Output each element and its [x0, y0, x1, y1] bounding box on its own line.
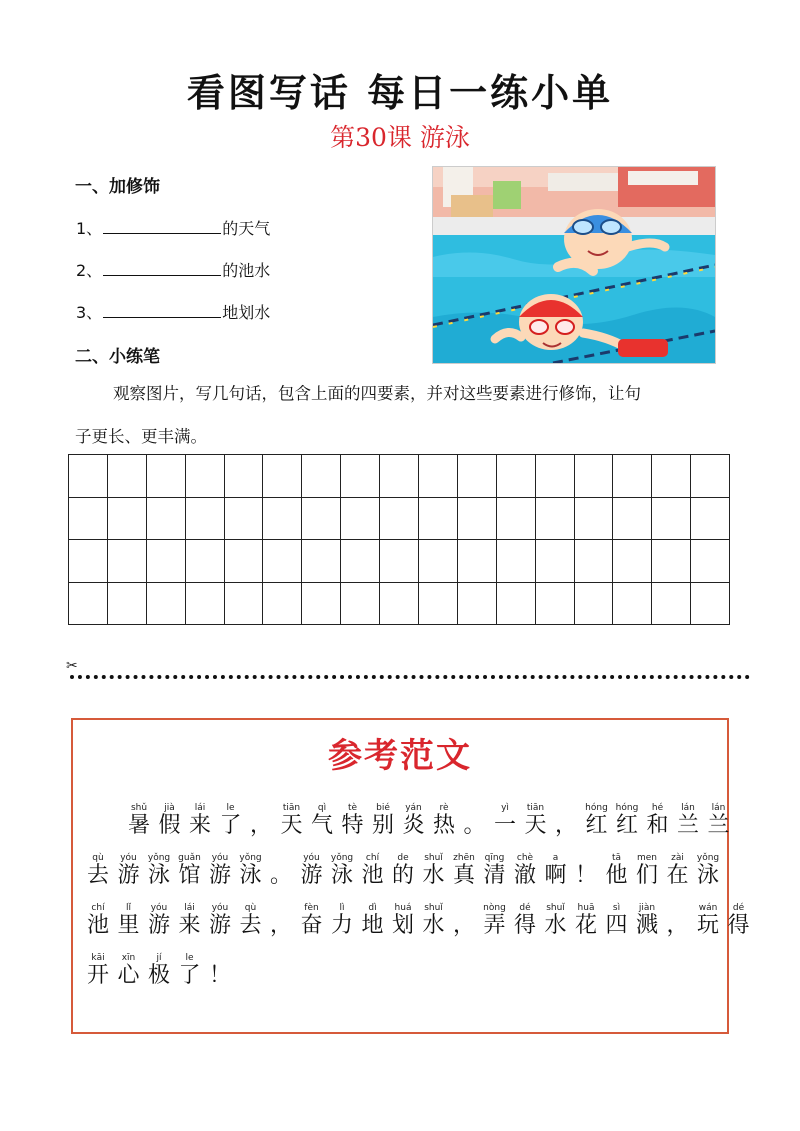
- grid-cell[interactable]: [69, 583, 108, 626]
- pinyin: [265, 903, 297, 913]
- hanzi: 红: [585, 813, 608, 838]
- pinyin-char: [357, 853, 389, 889]
- hanzi: 溅: [635, 913, 658, 938]
- pinyin: shuǐ: [546, 903, 565, 913]
- pinyin-char: [418, 853, 450, 889]
- grid-cell[interactable]: [225, 583, 264, 626]
- pinyin-char: [245, 803, 277, 839]
- grid-cell[interactable]: [263, 498, 302, 541]
- hanzi: 游: [208, 863, 231, 888]
- hanzi: 去: [239, 913, 262, 938]
- grid-cell[interactable]: [225, 540, 264, 583]
- pinyin: qù: [92, 853, 104, 863]
- pinyin: [570, 853, 602, 863]
- hanzi: 气: [310, 813, 333, 838]
- hanzi: 红: [615, 813, 638, 838]
- pinyin-char: [642, 803, 674, 839]
- pinyin: de: [397, 853, 409, 863]
- grid-cell[interactable]: [691, 498, 730, 541]
- pinyin-char: [143, 953, 175, 989]
- grid-cell[interactable]: [225, 455, 264, 498]
- pinyin-char: [723, 903, 755, 939]
- hanzi: 水: [422, 913, 445, 938]
- fill-item-suffix: 的天气: [222, 219, 271, 238]
- hanzi: 一: [493, 813, 516, 838]
- hanzi: 来: [178, 913, 201, 938]
- pinyin-char: [296, 903, 328, 939]
- hanzi: 力: [330, 913, 353, 938]
- pinyin: bié: [376, 803, 390, 813]
- pinyin: zài: [671, 853, 684, 863]
- pinyin: lán: [711, 803, 726, 813]
- pinyin: rè: [439, 803, 449, 813]
- pinyin-char: [418, 903, 450, 939]
- hanzi: 池: [86, 913, 109, 938]
- instruction-text-2: 子更长、更丰满。: [75, 427, 207, 446]
- grid-cell[interactable]: [652, 498, 691, 541]
- pinyin: hóng: [615, 803, 639, 813]
- grid-cell[interactable]: [458, 540, 497, 583]
- grid-cell[interactable]: [536, 498, 575, 541]
- hanzi: 天: [280, 813, 303, 838]
- pinyin: sì: [612, 903, 621, 913]
- cut-line: [70, 675, 750, 679]
- pinyin-char: [611, 803, 643, 839]
- hanzi: 炎: [402, 813, 425, 838]
- lesson-subtitle: 第30课 游泳: [330, 123, 470, 152]
- hanzi: ，: [269, 913, 292, 938]
- hanzi: 泳: [696, 863, 719, 888]
- pinyin-char: [337, 803, 369, 839]
- grid-cell[interactable]: [497, 498, 536, 541]
- fill-item-suffix: 地划水: [222, 303, 271, 322]
- pinyin: chè: [516, 853, 534, 863]
- grid-cell[interactable]: [341, 583, 380, 626]
- grid-cell[interactable]: [691, 540, 730, 583]
- pinyin-char: [143, 853, 175, 889]
- grid-cell[interactable]: [380, 540, 419, 583]
- grid-cell[interactable]: [419, 498, 458, 541]
- hanzi: 的: [391, 863, 414, 888]
- grid-cell[interactable]: [147, 455, 186, 498]
- grid-cell[interactable]: [186, 583, 225, 626]
- grid-cell[interactable]: [419, 583, 458, 626]
- pinyin: tiān: [526, 803, 545, 813]
- pinyin-char: [479, 853, 511, 889]
- pinyin: yì: [501, 803, 509, 813]
- grid-cell[interactable]: [263, 540, 302, 583]
- pinyin: kāi: [91, 953, 105, 963]
- hanzi: 啊: [544, 863, 567, 888]
- pinyin-char: [387, 903, 419, 939]
- grid-cell[interactable]: [458, 455, 497, 498]
- hanzi: 极: [147, 963, 170, 988]
- pinyin: guǎn: [178, 853, 201, 863]
- fill-item-2: [76, 258, 270, 281]
- hanzi: 他: [605, 863, 628, 888]
- grid-cell[interactable]: [108, 583, 147, 626]
- pinyin-char: [672, 803, 704, 839]
- grid-cell[interactable]: [147, 498, 186, 541]
- hanzi: 去: [86, 863, 109, 888]
- fill-item-number: 3、: [76, 303, 103, 322]
- pinyin-char: [489, 803, 521, 839]
- swimming-illustration-svg: [433, 167, 715, 363]
- pinyin-char: [509, 853, 541, 889]
- grid-cell[interactable]: [613, 583, 652, 626]
- pinyin-char: [204, 853, 236, 889]
- pinyin-char: [215, 803, 247, 839]
- pinyin-char: [509, 903, 541, 939]
- instruction-text-1: 观察图片，写几句话，包含上面的四要素，并对这些要素进行修饰，让句: [113, 384, 641, 403]
- pinyin-char: [204, 903, 236, 939]
- pinyin-char: [82, 853, 114, 889]
- hanzi: 泳: [147, 863, 170, 888]
- hanzi: 花: [574, 913, 597, 938]
- grid-cell[interactable]: [147, 583, 186, 626]
- pinyin: shuǐ: [424, 903, 443, 913]
- grid-cell[interactable]: [419, 540, 458, 583]
- grid-cell[interactable]: [263, 455, 302, 498]
- grid-cell[interactable]: [497, 540, 536, 583]
- hanzi: 假: [158, 813, 181, 838]
- pinyin-char: [306, 803, 338, 839]
- pinyin-char: [204, 953, 236, 989]
- pinyin: men: [636, 853, 657, 863]
- grid-cell[interactable]: [575, 583, 614, 626]
- grid-cell[interactable]: [536, 583, 575, 626]
- pinyin: yǒng: [147, 853, 171, 863]
- hanzi: 在: [666, 863, 689, 888]
- pinyin-char: [448, 853, 480, 889]
- pinyin-char: [265, 903, 297, 939]
- pinyin: le: [226, 803, 235, 813]
- pinyin: lì: [339, 903, 345, 913]
- fill-blank-1[interactable]: [103, 217, 221, 234]
- page-title: 看图写话 每日一练小单: [186, 71, 614, 115]
- grid-cell[interactable]: [186, 455, 225, 498]
- pinyin: lái: [184, 903, 195, 913]
- grid-cell[interactable]: [613, 498, 652, 541]
- pinyin: [448, 903, 480, 913]
- pinyin: xīn: [121, 953, 136, 963]
- hanzi: 别: [371, 813, 394, 838]
- pinyin: dé: [519, 903, 531, 913]
- grid-cell[interactable]: [69, 540, 108, 583]
- grid-cell[interactable]: [69, 455, 108, 498]
- pinyin: hé: [651, 803, 664, 813]
- pinyin-char: [113, 853, 145, 889]
- pinyin-char: [387, 853, 419, 889]
- pinyin-char: [82, 903, 114, 939]
- grid-cell[interactable]: [186, 540, 225, 583]
- fill-item-number: 2、: [76, 261, 103, 280]
- hanzi: 来: [188, 813, 211, 838]
- pinyin-char: [357, 903, 389, 939]
- hanzi: 游: [147, 913, 170, 938]
- pinyin-char: [398, 803, 430, 839]
- pinyin-char: [703, 803, 735, 839]
- grid-cell[interactable]: [458, 498, 497, 541]
- hanzi: 得: [513, 913, 536, 938]
- pinyin-char: [296, 853, 328, 889]
- grid-cell[interactable]: [380, 583, 419, 626]
- pinyin-char: [662, 853, 694, 889]
- grid-cell[interactable]: [302, 498, 341, 541]
- hanzi: 奋: [300, 913, 323, 938]
- hanzi: 地: [361, 913, 384, 938]
- pinyin: hóng: [585, 803, 608, 813]
- pinyin: tè: [347, 803, 358, 813]
- reference-title: 参考范文: [328, 736, 472, 776]
- grid-cell[interactable]: [691, 455, 730, 498]
- section-heading-modifiers: 一、加修饰: [75, 177, 160, 197]
- pinyin: nòng: [483, 903, 506, 913]
- pinyin-char: [326, 903, 358, 939]
- pinyin: [265, 853, 297, 863]
- grid-cell[interactable]: [302, 455, 341, 498]
- hanzi: ！: [208, 963, 231, 988]
- grid-cell[interactable]: [652, 455, 691, 498]
- grid-cell[interactable]: [575, 498, 614, 541]
- pinyin-char: [631, 853, 663, 889]
- grid-cell[interactable]: [419, 455, 458, 498]
- pinyin-char: [540, 903, 572, 939]
- grid-cell[interactable]: [497, 583, 536, 626]
- fill-blank-3[interactable]: [103, 301, 221, 318]
- pinyin: a: [552, 853, 559, 863]
- pinyin: yóu: [211, 903, 229, 913]
- grid-cell[interactable]: [575, 540, 614, 583]
- pinyin-char: [265, 853, 297, 889]
- hanzi: 心: [117, 963, 140, 988]
- pinyin: yǒng: [696, 853, 720, 863]
- pinyin-char: [631, 903, 663, 939]
- pinyin-char: [520, 803, 552, 839]
- pinyin-char: [479, 903, 511, 939]
- pinyin: yǒng: [239, 853, 262, 863]
- pinyin-char: [174, 903, 206, 939]
- grid-cell[interactable]: [225, 498, 264, 541]
- fill-blank-2[interactable]: [103, 259, 221, 276]
- pinyin-char: [570, 903, 602, 939]
- pinyin-char: [550, 803, 582, 839]
- grid-cell[interactable]: [341, 455, 380, 498]
- hanzi: 馆: [178, 863, 201, 888]
- grid-cell[interactable]: [341, 498, 380, 541]
- grid-cell[interactable]: [186, 498, 225, 541]
- pinyin: qīng: [484, 853, 505, 863]
- grid-cell[interactable]: [108, 540, 147, 583]
- pinyin: yóu: [150, 903, 168, 913]
- grid-cell[interactable]: [497, 455, 536, 498]
- pinyin: [662, 903, 694, 913]
- section-heading-writing: 二、小练笔: [75, 347, 160, 367]
- pinyin: lán: [681, 803, 695, 813]
- hanzi: 游: [300, 863, 323, 888]
- hanzi: 清: [483, 863, 506, 888]
- hanzi: 了: [178, 963, 201, 988]
- writing-grid[interactable]: [68, 454, 730, 625]
- pinyin-char: [82, 953, 114, 989]
- pinyin: dé: [732, 903, 745, 913]
- pinyin: [550, 803, 582, 813]
- pinyin-char: [448, 903, 480, 939]
- hanzi: 暑: [127, 813, 150, 838]
- pinyin: yǒng: [330, 853, 354, 863]
- pinyin: fèn: [304, 903, 319, 913]
- pinyin-char: [154, 803, 186, 839]
- pinyin: jiàn: [638, 903, 656, 913]
- hanzi: 特: [341, 813, 364, 838]
- pinyin-char: [601, 903, 633, 939]
- grid-cell[interactable]: [263, 583, 302, 626]
- grid-cell[interactable]: [613, 455, 652, 498]
- hanzi: 们: [635, 863, 658, 888]
- grid-cell[interactable]: [575, 455, 614, 498]
- pinyin: jià: [164, 803, 175, 813]
- pinyin-char: [276, 803, 308, 839]
- pinyin: shǔ: [130, 803, 148, 813]
- hanzi: 玩: [696, 913, 719, 938]
- hanzi: ，: [666, 913, 689, 938]
- hanzi: 游: [117, 863, 140, 888]
- pinyin: yán: [405, 803, 422, 813]
- pinyin: huá: [394, 903, 412, 913]
- pinyin-char: [581, 803, 613, 839]
- hanzi: 得: [727, 913, 750, 938]
- grid-cell[interactable]: [302, 583, 341, 626]
- pinyin: shuǐ: [424, 853, 443, 863]
- grid-cell[interactable]: [536, 455, 575, 498]
- swimming-illustration: [432, 166, 716, 364]
- grid-cell[interactable]: [613, 540, 652, 583]
- pinyin: [459, 803, 491, 813]
- hanzi: ，: [554, 813, 577, 838]
- pinyin: dì: [368, 903, 377, 913]
- pinyin: yóu: [120, 853, 137, 863]
- pinyin: [245, 803, 277, 813]
- hanzi: 和: [646, 813, 669, 838]
- pinyin-char: [459, 803, 491, 839]
- grid-cell[interactable]: [652, 540, 691, 583]
- pinyin: qù: [244, 903, 257, 913]
- hanzi: 兰: [676, 813, 699, 838]
- hanzi: 。: [463, 813, 486, 838]
- grid-cell[interactable]: [108, 455, 147, 498]
- hanzi: 热: [432, 813, 455, 838]
- hanzi: 泳: [239, 863, 262, 888]
- grid-cell[interactable]: [380, 455, 419, 498]
- grid-cell[interactable]: [341, 540, 380, 583]
- hanzi: ，: [452, 913, 475, 938]
- scissors-icon: ✂: [66, 658, 78, 674]
- pinyin-char: [143, 903, 175, 939]
- grid-cell[interactable]: [458, 583, 497, 626]
- hanzi: ，: [249, 813, 272, 838]
- pinyin-char: [692, 853, 724, 889]
- grid-cell[interactable]: [302, 540, 341, 583]
- pinyin-char: [184, 803, 216, 839]
- pinyin-char: [326, 853, 358, 889]
- pinyin: wán: [698, 903, 718, 913]
- pinyin: tā: [611, 853, 622, 863]
- fill-item-3: [76, 300, 270, 323]
- pinyin-char: [235, 853, 267, 889]
- pinyin-char: [235, 903, 267, 939]
- hanzi: 天: [524, 813, 547, 838]
- pinyin-char: [113, 953, 145, 989]
- hanzi: 划: [391, 913, 414, 938]
- hanzi: 兰: [707, 813, 730, 838]
- hanzi: 池: [361, 863, 384, 888]
- pinyin-char: [113, 903, 145, 939]
- pinyin-char: [367, 803, 399, 839]
- grid-cell[interactable]: [147, 540, 186, 583]
- hanzi: 真: [452, 863, 475, 888]
- hanzi: 弄: [483, 913, 506, 938]
- pinyin: [204, 953, 236, 963]
- grid-cell[interactable]: [69, 498, 108, 541]
- grid-cell[interactable]: [652, 583, 691, 626]
- grid-cell[interactable]: [108, 498, 147, 541]
- grid-cell[interactable]: [691, 583, 730, 626]
- fill-item-suffix: 的池水: [222, 261, 271, 280]
- pinyin: yóu: [303, 853, 320, 863]
- pinyin-char: [123, 803, 155, 839]
- pinyin: huā: [577, 903, 595, 913]
- pinyin-char: [540, 853, 572, 889]
- pinyin-char: [174, 853, 206, 889]
- pinyin: zhēn: [453, 853, 475, 863]
- hanzi: 泳: [330, 863, 353, 888]
- pinyin-char: [692, 903, 724, 939]
- hanzi: 四: [605, 913, 628, 938]
- pinyin-char: [570, 853, 602, 889]
- fill-item-1: [76, 216, 270, 239]
- hanzi: 澈: [513, 863, 536, 888]
- pinyin: tiān: [282, 803, 301, 813]
- hanzi: 。: [269, 863, 292, 888]
- hanzi: 游: [208, 913, 231, 938]
- pinyin: lái: [194, 803, 206, 813]
- pinyin: qì: [317, 803, 327, 813]
- hanzi: 里: [117, 913, 140, 938]
- pinyin: yóu: [211, 853, 229, 863]
- pinyin: le: [185, 953, 194, 963]
- hanzi: 了: [219, 813, 242, 838]
- pinyin: jí: [156, 953, 162, 963]
- hanzi: ！: [574, 863, 597, 888]
- pinyin-char: [174, 953, 206, 989]
- hanzi: 水: [422, 863, 445, 888]
- pinyin: chí: [365, 853, 380, 863]
- pinyin: lǐ: [125, 903, 131, 913]
- grid-cell[interactable]: [536, 540, 575, 583]
- pinyin-char: [601, 853, 633, 889]
- fill-item-number: 1、: [76, 219, 103, 238]
- pinyin: chí: [91, 903, 105, 913]
- hanzi: 开: [86, 963, 109, 988]
- grid-cell[interactable]: [380, 498, 419, 541]
- pinyin-char: [428, 803, 460, 839]
- hanzi: 水: [544, 913, 567, 938]
- pinyin-char: [662, 903, 694, 939]
